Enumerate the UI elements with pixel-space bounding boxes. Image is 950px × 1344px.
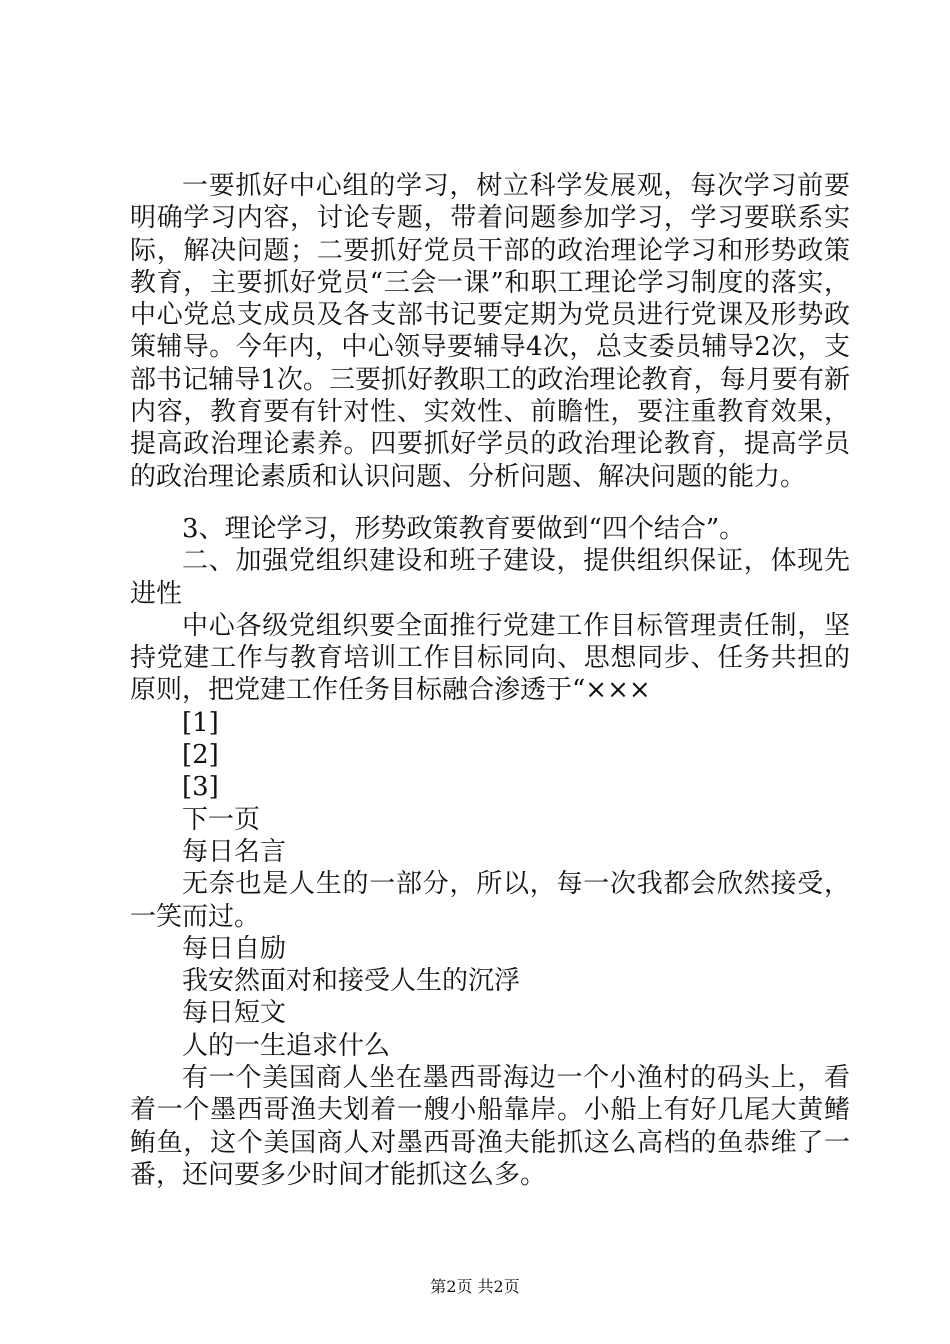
paragraph-responsibility-system: 中心各级党组织要全面推行党建工作目标管理责任制，坚持党建工作与教育培训工作目标同向、思想同步、任务共担的原则，把党建工作任务目标融合渗透于“××× xyxy=(130,610,850,706)
pagination-link-3[interactable]: [3] xyxy=(182,772,219,803)
paragraph-four-combinations: 3、理论学习，形势政策教育要做到“四个结合”。 xyxy=(182,513,746,544)
daily-essay-title: 人的一生追求什么 xyxy=(182,1030,391,1061)
next-page-link[interactable]: 下一页 xyxy=(182,804,261,835)
paragraph-study-requirements: 一要抓好中心组的学习，树立科学发展观，每次学习前要明确学习内容，讨论专题，带着问题参加学习，学习要联系实际，解决问题；二要抓好党员干部的政治理论学习和形势政策教育，主要抓好党员“三会一课”和职工理论学习制度的落实，中心党总支成员及各支部书记要定期为党员进行党课及形势政策辅导。今年内，中心领导要辅导4次，总支委员辅导2次，支部书记辅导1次。三要抓好教职工的政治理论教育，每月要有新内容，教育要有针对性、实效性、前瞻性，要注重教育效果，提高政治理论素养。四要抓好学员的政治理论教育，提高学员的政治理论素质和认识问题、分析问题、解决问题的能力。 xyxy=(130,171,850,492)
document-body xyxy=(130,170,850,1191)
daily-quote-heading: 每日名言 xyxy=(182,836,287,867)
page-footer: 第2页 共2页 xyxy=(430,1277,520,1296)
section-heading-party-building: 二、加强党组织建设和班子建设，提供组织保证，体现先进性 xyxy=(130,546,850,609)
daily-quote-text: 无奈也是人生的一部分，所以，每一次我都会欣然接受，一笑而过。 xyxy=(130,869,850,932)
pagination-link-1[interactable]: [1] xyxy=(182,707,219,738)
daily-motivation-heading: 每日自励 xyxy=(182,933,287,964)
pagination-link-2[interactable]: [2] xyxy=(182,740,219,771)
daily-essay-text: 有一个美国商人坐在墨西哥海边一个小渔村的码头上，看着一个墨西哥渔夫划着一艘小船靠岸。小船上有好几尾大黄鳍鲔鱼，这个美国商人对墨西哥渔夫能抓这么高档的鱼恭维了一番，还问要多少时间才能抓这么多。 xyxy=(130,1063,850,1190)
daily-essay-heading: 每日短文 xyxy=(182,998,287,1029)
daily-motivation-text: 我安然面对和接受人生的沉浮 xyxy=(182,966,521,997)
